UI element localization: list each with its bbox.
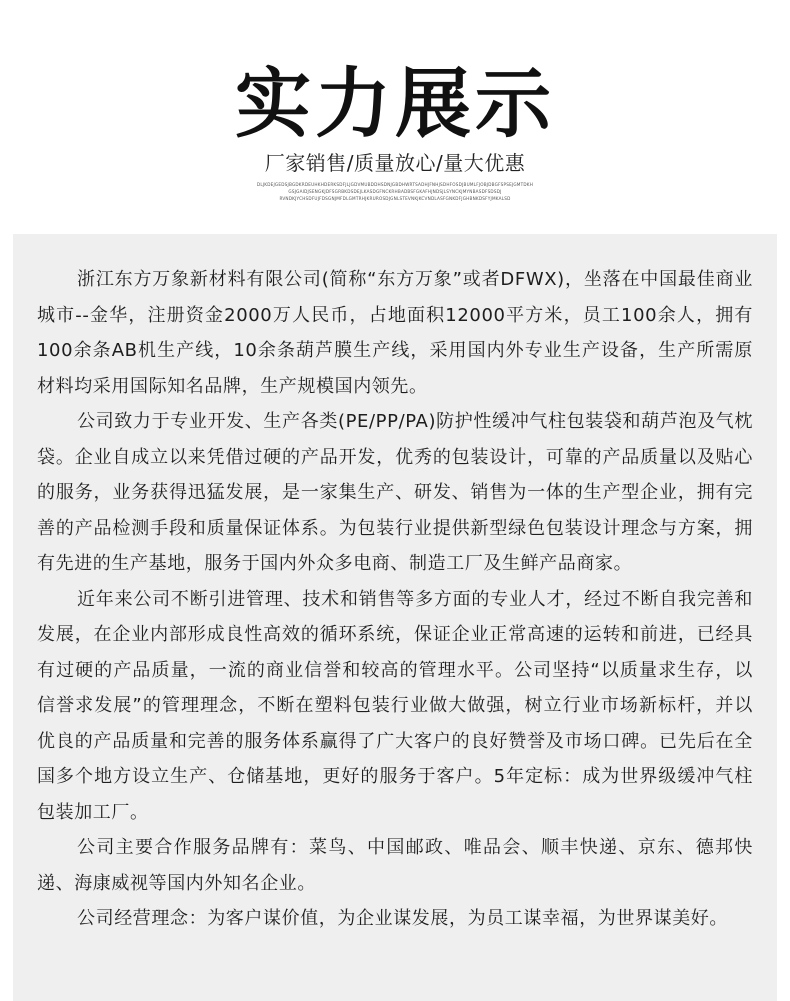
intro-content: [37, 262, 753, 937]
company-intro-panel: [13, 234, 777, 1001]
page-subtitle: 厂家销售/质量放心/量大优惠: [264, 151, 526, 175]
philosophy-paragraph: 公司经营理念：为客户谋价值，为企业谋发展，为员工谋幸福，为世界谋美好。: [77, 908, 728, 929]
page-title: 实力展示: [235, 59, 555, 148]
development-paragraph: 近年来公司不断引进管理、技术和销售等多方面的专业人才，经过不断自我完善和发展，在企业内部形成良性高效的循环系统，保证企业正常高速的运转和前进，已经具有过硬的产品质量，一流的商业信誉和较高的管理水平。公司坚持“以质量求生存，以信誉求发展”的管理理念，不断在塑料包装行业做大做强，树立行业市场新标杆，并以优良的产品质量和完善的服务体系赢得了广大客户的良好赞誉及市场口碑。已先后在全国多个地方设立生产、仓储基地，更好的服务于客户。5年定标：成为世界级缓冲气柱包装加工厂。: [37, 588, 753, 823]
fine-print-line: RVNDKJYCHSDFUJFDSGNJMFDLGMTRHJKRUROSDJGNLSTEVNKJKCVNDLASFGNKDFJGHBNKDSFYJMKALSD: [279, 196, 511, 201]
partners-paragraph: 公司主要合作服务品牌有：菜鸟、中国邮政、唯品会、顺丰快递、京东、德邦快递、海康威视等国内外知名企业。: [37, 837, 753, 894]
fine-print-line: GSJGAIDJSENGKJDFSGRBKDSDEJLKASDGFNCKRHBADBSFGKAFHJNDSJLSYNCKJMYNBASDFSDSDJ: [288, 189, 502, 194]
intro-paragraph: 浙江东方万象新材料有限公司(简称“东方万象”或者DFWX)，坐落在中国最佳商业城市--金华，注册资金2000万人民币，占地面积12000平方米，员工100余人，拥有100余条AB机生产线，10余条葫芦膜生产线，采用国内外专业生产设备，生产所需原材料均采用国际知名品牌，生产规模国内领先。: [37, 269, 753, 397]
fine-print-line: DLJKDEJGEDSJBGDKRDEUHKHDERKSDFJLJGDVMUBDDHSDNJGBDHWRTSADHJFNHJSDHFOSDJBUMLFJOBJDBGFSPSEJGMTDKH: [256, 182, 534, 187]
business-paragraph: 公司致力于专业开发、生产各类(PE/PP/PA)防护性缓冲气柱包装袋和葫芦泡及气枕袋。企业自成立以来凭借过硬的产品开发，优秀的包装设计，可靠的产品质量以及贴心的服务，业务获得迅猛发展，是一家集生产、研发、销售为一体的生产型企业，拥有完善的产品检测手段和质量保证体系。为包装行业提供新型绿色包装设计理念与方案，拥有先进的生产基地，服务于国内外众多电商、制造工厂及生鲜产品商家。: [37, 411, 753, 574]
page-header: [0, 0, 790, 232]
